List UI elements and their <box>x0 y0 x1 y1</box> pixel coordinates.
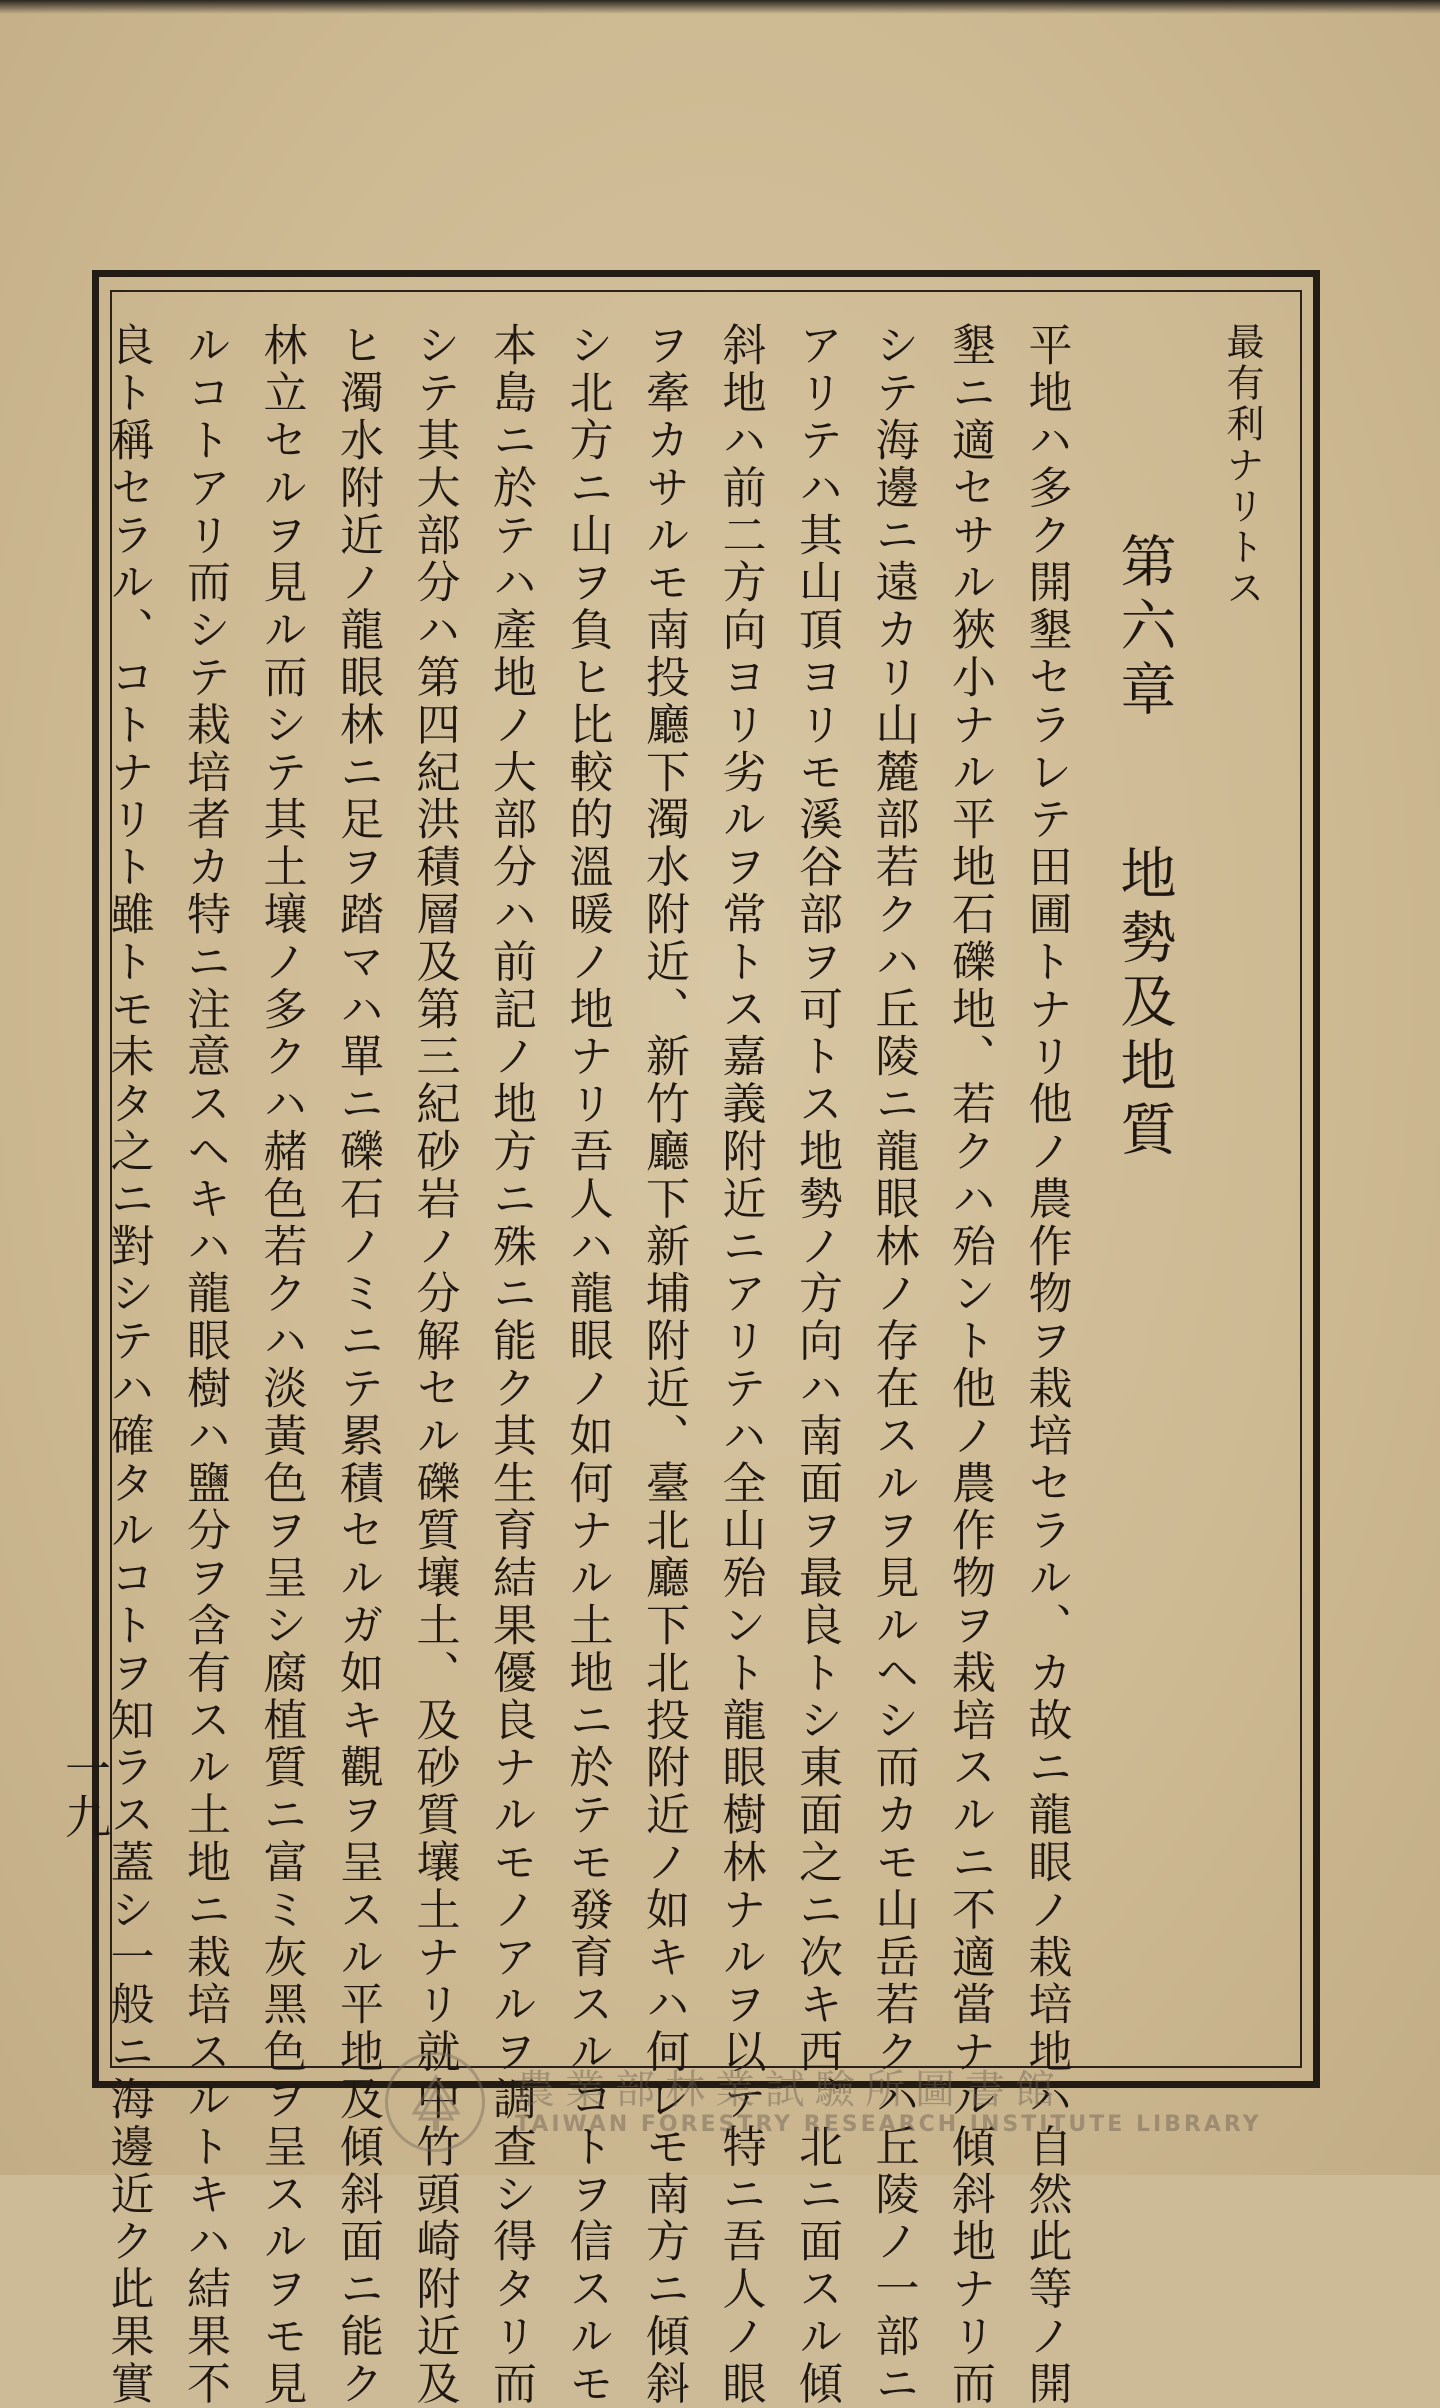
library-watermark <box>385 2052 1262 2162</box>
library-seal-icon <box>385 2052 485 2152</box>
text-column: ヒ濁水附近ノ龍眼林ニ足ヲ踏マハ單ニ礫石ノミニテ累積セルガ如キ觀ヲ呈スル平地及傾斜面ニ能ク <box>332 322 383 2408</box>
watermark-title-en: TAIWAN FORESTRY RESEARCH INSTITUTE LIBRARY <box>515 2112 1262 2137</box>
text-column: 林立セルヲ見ル而シテ其土壤ノ多クハ赭色若クハ淡黃色ヲ呈シ腐植質ニ富ミ灰黑色ヲ呈スルヲモ見 <box>255 322 307 2408</box>
text-column: アリテハ其山頂ヨリモ溪谷部ヲ可トス地勢ノ方向ハ南面ヲ最良トシ東面之ニ次キ西、北ニ面スル傾 <box>791 322 842 2408</box>
text-column: シテ海邊ニ遠カリ山麓部若クハ丘陵ニ龍眼林ノ存在スルヲ見ルヘシ而カモ山岳若クハ丘陵ノ一部ニ <box>867 322 919 2408</box>
text-column: 平地ハ多ク開墾セラレテ田圃トナリ他ノ農作物ヲ栽培セラル、カ故ニ龍眼ノ栽培地ハ自然此等ノ開 <box>1020 322 1072 2408</box>
text-column: シテ其大部分ハ第四紀洪積層及第三紀砂岩ノ分解セル礫質壤土、及砂質壤土ナリ就中竹頭崎附近及 <box>408 322 460 2408</box>
chapter-heading <box>1084 322 1204 2057</box>
text-column: シ北方ニ山ヲ負ヒ比較的溫暖ノ地ナリ吾人ハ龍眼ノ如何ナル土地ニ於テモ發育スルコトヲ信スルモ <box>561 322 613 2408</box>
chapter-title: 地勢及地質 <box>1111 844 1177 1164</box>
text-column: ヲ牽カサルモ南投廳下濁水附近、新竹廳下新埔附近、臺北廳下北投附近ノ如キハ何レモ南方ニ傾斜 <box>638 322 689 2408</box>
text-column: ルコトアリ而シテ栽培者カ特ニ注意スヘキハ龍眼樹ハ鹽分ヲ含有スル土地ニ栽培スルトキハ結果不 <box>179 322 230 2408</box>
text-column: 墾ニ適セサル狹小ナル平地石礫地、若クハ殆ント他ノ農作物ヲ栽培スルニ不適當ナル傾斜地ナリ而 <box>944 322 995 2408</box>
text-column: 本島ニ於テハ產地ノ大部分ハ前記ノ地方ニ殊ニ能ク其生育結果優良ナルモノアルヲ調查シ得タリ而 <box>485 322 536 2408</box>
text-column: 斜地ハ前二方向ヨリ劣ルヲ常トス嘉義附近ニアリテハ全山殆ント龍眼樹林ナルヲ以テ特ニ吾人ノ眼 <box>714 322 766 2408</box>
text-column: 良ト稱セラル、コトナリト雖トモ未タ之ニ對シテハ確タルコトヲ知ラス蓋シ一般ニ海邊近ク此果實 <box>102 322 154 2408</box>
watermark-title-zh: 農業部林業試驗所圖書館 <box>515 2067 1065 2113</box>
page-edge-shadow <box>0 0 1440 14</box>
running-header: 最有利ナリトス <box>1220 322 1264 609</box>
chapter-number: 第六章 <box>1111 532 1177 724</box>
page-number: 一九 <box>58 1745 112 1841</box>
